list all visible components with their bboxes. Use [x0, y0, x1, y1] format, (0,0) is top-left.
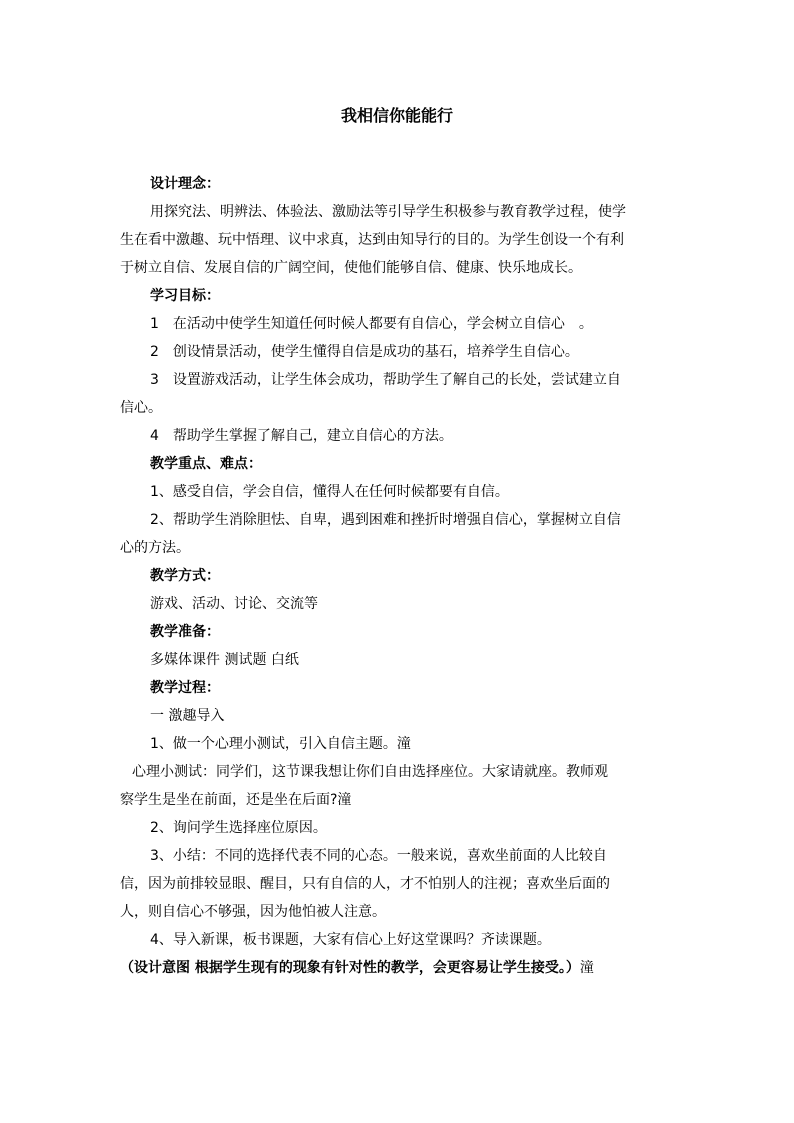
keypoints-heading: 教学重点、难点：	[150, 456, 262, 472]
keypoint-line-2-cont: 心的方法。	[120, 540, 190, 556]
process-heading: 教学过程：	[150, 680, 220, 696]
goals-heading: 学习目标：	[150, 288, 220, 304]
methods-heading: 教学方式：	[150, 568, 220, 584]
intent-line	[120, 954, 678, 982]
goal-line-3-cont: 信心。	[120, 400, 162, 416]
intent-bold: （设计意图 根据学生现有的现象有针对性的教学，会更容易让学生接受。）	[120, 960, 580, 976]
design-line-3: 于树立自信、发展自信的广阔空间，使他们能够自信、健康、快乐地成长。	[120, 260, 582, 276]
goal-line-4: 4 帮助学生掌握了解自己，建立自信心的方法。	[150, 428, 453, 444]
prep-heading: 教学准备：	[150, 624, 220, 640]
design-line-2: 生在看中激趣、玩中悟理、议中求真，达到由知导行的目的。为学生创设一个有利	[120, 232, 624, 248]
prep-line: 多媒体课件 测试题 白纸	[150, 652, 299, 668]
methods-line: 游戏、活动、讨论、交流等	[150, 596, 318, 612]
goal-line-3: 3 设置游戏活动，让学生体会成功，帮助学生了解自己的长处，尝试建立自	[150, 372, 621, 388]
process-line-2: 1、做一个心理小测试，引入自信主题。潼	[150, 736, 411, 752]
process-line-5: 3、小结：不同的选择代表不同的心态。一般来说，喜欢坐前面的人比较自	[150, 848, 607, 864]
design-heading: 设计理念：	[150, 176, 220, 192]
goal-line-2: 2 创设情景活动，使学生懂得自信是成功的基石，培养学生自信心。	[150, 344, 579, 360]
goal-line-1: 1 在活动中使学生知道任何时候人都要有自信心，学会树立自信心 。	[150, 316, 593, 332]
keypoint-line-2: 2、帮助学生消除胆怯、自卑，遇到困难和挫折时增强自信心，掌握树立自信	[150, 512, 621, 528]
process-line-1: 一 激趣导入	[150, 708, 225, 724]
keypoint-line-1: 1、感受自信，学会自信，懂得人在任何时候都要有自信。	[150, 484, 509, 500]
document-body	[120, 170, 678, 982]
process-line-5-cont-1: 信，因为前排较显眼、醒目，只有自信的人，才不怕别人的注视；喜欢坐后面的	[120, 876, 610, 892]
document-title: 我相信你能能行	[340, 106, 453, 125]
process-line-6: 4、导入新课，板书课题，大家有信心上好这堂课吗？齐读课题。	[150, 932, 551, 948]
intent-tail: 潼	[579, 960, 594, 976]
process-line-5-cont-2: 人，则自信心不够强，因为他怕被人注意。	[120, 904, 386, 920]
process-line-4: 2、询问学生选择座位原因。	[150, 820, 327, 836]
design-line-1: 用探究法、明辨法、体验法、激励法等引导学生积极参与教育教学过程，使学	[150, 204, 626, 220]
process-line-3: 心理小测试：同学们，这节课我想让你们自由选择座位。大家请就座。教师观	[132, 764, 608, 780]
process-line-3-cont: 察学生是坐在前面，还是坐在后面?潼	[120, 792, 352, 808]
